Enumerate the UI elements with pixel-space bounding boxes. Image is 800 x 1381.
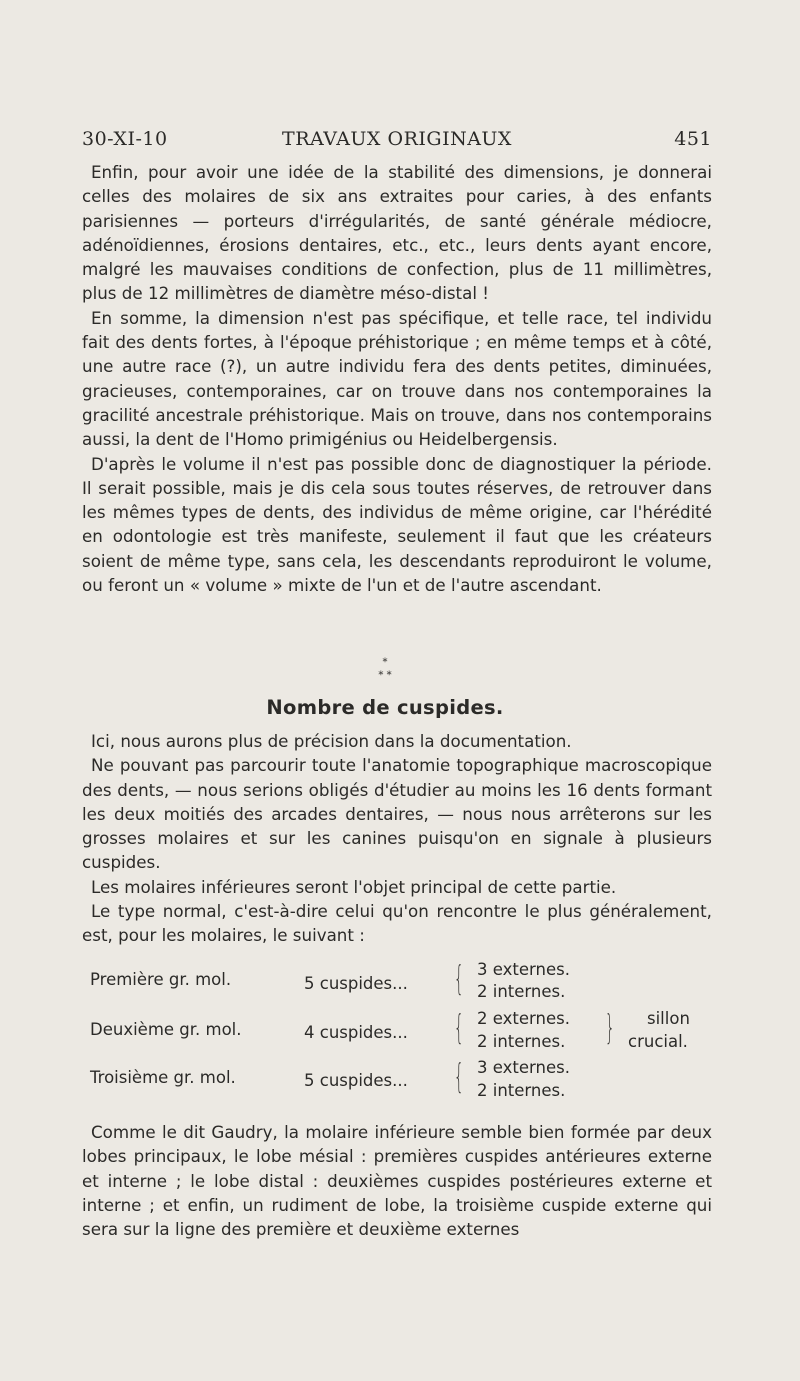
- brace-icon: {: [454, 959, 464, 999]
- internal-cusps: 2 internes.: [477, 1032, 566, 1051]
- external-cusps: 3 externes.: [477, 960, 570, 979]
- intro-paragraphs: [82, 160, 712, 597]
- cusp-count: 4 cuspides...: [304, 1023, 408, 1042]
- brace-icon: {: [454, 1008, 464, 1048]
- asterism-bottom: * *: [378, 670, 392, 681]
- closing-brace-icon: }: [605, 1008, 615, 1048]
- cusp-count: 5 cuspides...: [304, 1071, 408, 1090]
- cusp-count: 5 cuspides...: [304, 974, 408, 993]
- asterism-top: *: [382, 657, 388, 668]
- paragraph: Enfin, pour avoir une idée de la stabilité des dimensions, je donnerai celles des molaires de six ans extraites pour caries, à des enfants parisiennes — porteurs d'irrégularités, de santé générale médiocre, adénoïdiennes, érosions dentaires, etc., etc., leurs dents ayant encore, malgré les mauvaises conditions de confection, plus de 11 millimètres, plus de 12 millimètres de diamètre méso-distal !: [82, 162, 712, 304]
- paragraph: Les molaires inférieures seront l'objet principal de cette partie.: [91, 876, 617, 897]
- molar-name: Première gr. mol.: [90, 970, 232, 989]
- internal-cusps: 2 internes.: [477, 982, 566, 1001]
- paragraph: D'après le volume il n'est pas possible donc de diagnostiquer la période. Il serait possible, mais je dis cela sous toutes réserves, de retrouver dans les mêmes types de dents, des individus de même origine, car l'hérédité en odontologie est très manifeste, seulement il faut que les créateurs soient de même type, sans cela, les descendants reproduiront le volume, ou feront un « volume » mixte de l'un et de l'autre ascendant.: [82, 453, 712, 596]
- external-cusps: 2 externes.: [477, 1009, 570, 1028]
- groove-note: crucial.: [628, 1032, 688, 1051]
- section-paragraphs: [82, 729, 712, 948]
- molar-name: Troisième gr. mol.: [90, 1068, 236, 1087]
- cusp-table: [82, 960, 712, 1110]
- groove-note: sillon: [647, 1009, 690, 1028]
- paragraph: Le type normal, c'est-à-dire celui qu'on rencontre le plus généralement, est, pour les molaires, le suivant :: [82, 901, 712, 946]
- section-title: Nombre de cuspides.: [266, 696, 504, 719]
- closing-paragraph: [82, 1120, 712, 1241]
- paragraph: En somme, la dimension n'est pas spécifique, et telle race, tel individu fait des dents fortes, à l'époque préhistorique ; en même temps et à côté, une autre race (?), un autre individu fera des dents petites, diminuées, gracieuses, contemporaines, car on trouve dans nos contemporaines la gracilité ancestrale préhistorique. Mais on trouve, dans nos contemporains aussi, la dent de l'Homo primigénius ou Heidelbergensis.: [82, 307, 712, 450]
- external-cusps: 3 externes.: [477, 1058, 570, 1077]
- brace-icon: {: [454, 1057, 464, 1097]
- page-number: 451: [674, 128, 712, 150]
- paragraph: Ici, nous aurons plus de précision dans la documentation.: [91, 731, 572, 751]
- paragraph: Ne pouvant pas parcourir toute l'anatomie topographique macroscopique des dents, — nous serions obligés d'étudier au moins les 16 dents formant les deux moitiés des arcades dentaires, — nous nous arrêterons sur les grosses molaires et sur les canines puisqu'on en signale à plusieurs cuspides.: [82, 755, 712, 873]
- running-title: TRAVAUX ORIGINAUX: [282, 128, 512, 150]
- running-header: [82, 128, 712, 158]
- internal-cusps: 2 internes.: [477, 1081, 566, 1100]
- molar-name: Deuxième gr. mol.: [90, 1020, 242, 1039]
- paragraph: Comme le dit Gaudry, la molaire inférieure semble bien formée par deux lobes principaux, le lobe mésial : premières cuspides antérieures externe et interne ; le lobe distal : deuxièmes cuspides postérieures externe et interne ; et enfin, un rudiment de lobe, la troisième cuspide externe qui sera sur la ligne des première et deuxième externes: [82, 1122, 712, 1240]
- issue-date: 30-XI-10: [82, 128, 168, 150]
